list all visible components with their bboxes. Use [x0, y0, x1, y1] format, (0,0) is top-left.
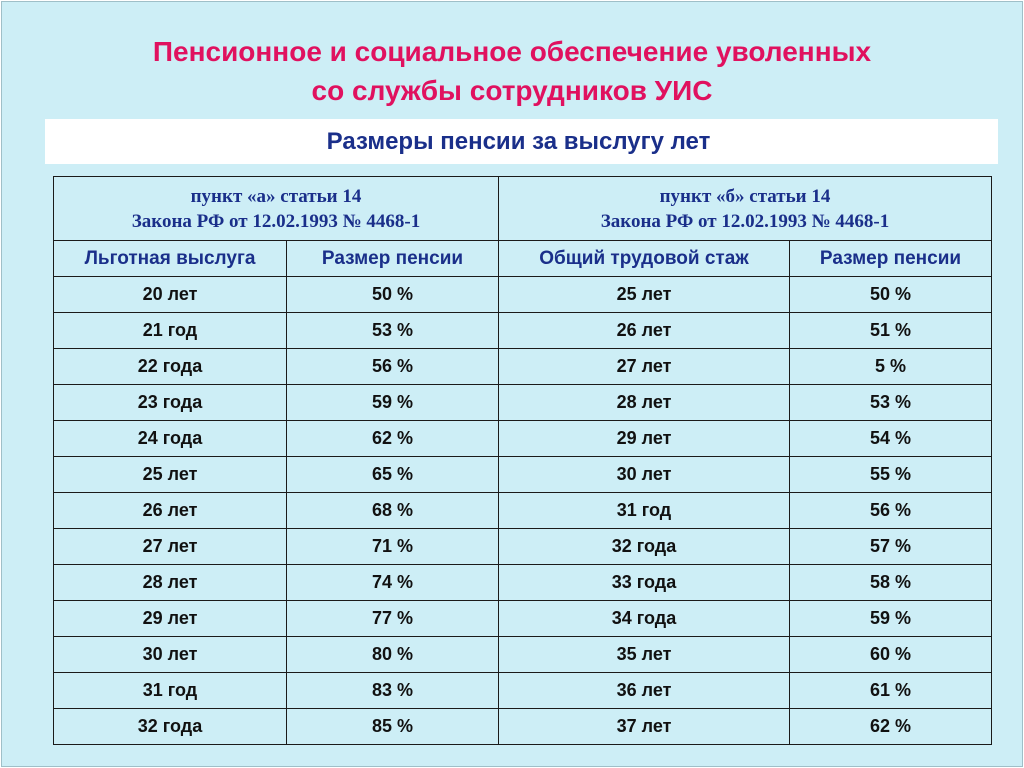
- total-service-cell: 28 лет: [499, 385, 790, 421]
- pension-b-cell: 59 %: [790, 601, 992, 637]
- total-service-cell: 36 лет: [499, 673, 790, 709]
- service-years-cell: 29 лет: [54, 601, 287, 637]
- service-years-cell: 26 лет: [54, 493, 287, 529]
- column-header: Общий трудовой стаж: [499, 241, 790, 277]
- pension-a-cell: 77 %: [287, 601, 499, 637]
- service-years-cell: 21 год: [54, 313, 287, 349]
- service-years-cell: 25 лет: [54, 457, 287, 493]
- pension-b-cell: 60 %: [790, 637, 992, 673]
- total-service-cell: 37 лет: [499, 709, 790, 745]
- pension-b-cell: 51 %: [790, 313, 992, 349]
- pension-a-cell: 68 %: [287, 493, 499, 529]
- table-row: [54, 277, 992, 313]
- law-group-a: [54, 177, 499, 241]
- service-years-cell: 32 года: [54, 709, 287, 745]
- total-service-cell: 31 год: [499, 493, 790, 529]
- pension-b-cell: 57 %: [790, 529, 992, 565]
- pension-a-cell: 74 %: [287, 565, 499, 601]
- pension-a-cell: 65 %: [287, 457, 499, 493]
- column-header-row: [54, 241, 992, 277]
- pension-a-cell: 85 %: [287, 709, 499, 745]
- law-group-b-line-1: пункт «б» статьи 14: [659, 185, 831, 207]
- table-row: [54, 313, 992, 349]
- service-years-cell: 27 лет: [54, 529, 287, 565]
- column-header: Размер пенсии: [790, 241, 992, 277]
- pension-b-cell: 56 %: [790, 493, 992, 529]
- pension-a-cell: 71 %: [287, 529, 499, 565]
- service-years-cell: 22 года: [54, 349, 287, 385]
- service-years-cell: 23 года: [54, 385, 287, 421]
- slide: [1, 1, 1023, 767]
- pension-b-cell: 61 %: [790, 673, 992, 709]
- table-row: [54, 457, 992, 493]
- pension-b-cell: 62 %: [790, 709, 992, 745]
- total-service-cell: 27 лет: [499, 349, 790, 385]
- total-service-cell: 29 лет: [499, 421, 790, 457]
- service-years-cell: 28 лет: [54, 565, 287, 601]
- pension-a-cell: 53 %: [287, 313, 499, 349]
- law-group-a-line-2: Закона РФ от 12.02.1993 № 4468-1: [131, 210, 421, 232]
- table-row: [54, 421, 992, 457]
- page-title: [2, 32, 1022, 110]
- title-line-2: со службы сотрудников УИС: [311, 75, 713, 106]
- law-group-b: [499, 177, 992, 241]
- table-row: [54, 385, 992, 421]
- total-service-cell: 26 лет: [499, 313, 790, 349]
- service-years-cell: 30 лет: [54, 637, 287, 673]
- column-header: Льготная выслуга: [54, 241, 287, 277]
- subtitle: Размеры пенсии за выслугу лет: [326, 127, 711, 155]
- pension-b-cell: 55 %: [790, 457, 992, 493]
- table-row: [54, 349, 992, 385]
- title-line-1: Пенсионное и социальное обеспечение уволенных: [152, 36, 872, 67]
- pension-b-cell: 53 %: [790, 385, 992, 421]
- total-service-cell: 25 лет: [499, 277, 790, 313]
- service-years-cell: 31 год: [54, 673, 287, 709]
- total-service-cell: 35 лет: [499, 637, 790, 673]
- pension-b-cell: 5 %: [790, 349, 992, 385]
- service-years-cell: 24 года: [54, 421, 287, 457]
- law-group-a-line-1: пункт «а» статьи 14: [190, 185, 362, 207]
- law-header-row: [54, 177, 992, 241]
- pension-table: [53, 176, 992, 745]
- total-service-cell: 33 года: [499, 565, 790, 601]
- column-header: Размер пенсии: [287, 241, 499, 277]
- pension-a-cell: 59 %: [287, 385, 499, 421]
- total-service-cell: 30 лет: [499, 457, 790, 493]
- law-group-b-line-2: Закона РФ от 12.02.1993 № 4468-1: [600, 210, 890, 232]
- table-row: [54, 601, 992, 637]
- service-years-cell: 20 лет: [54, 277, 287, 313]
- pension-a-cell: 56 %: [287, 349, 499, 385]
- total-service-cell: 34 года: [499, 601, 790, 637]
- pension-a-cell: 83 %: [287, 673, 499, 709]
- table-row: [54, 637, 992, 673]
- table-row: [54, 529, 992, 565]
- table-row: [54, 493, 992, 529]
- table-row: [54, 673, 992, 709]
- table-row: [54, 565, 992, 601]
- subtitle-banner: [45, 119, 998, 164]
- pension-a-cell: 80 %: [287, 637, 499, 673]
- pension-a-cell: 50 %: [287, 277, 499, 313]
- table-row: [54, 709, 992, 745]
- pension-a-cell: 62 %: [287, 421, 499, 457]
- total-service-cell: 32 года: [499, 529, 790, 565]
- pension-b-cell: 50 %: [790, 277, 992, 313]
- pension-b-cell: 58 %: [790, 565, 992, 601]
- pension-b-cell: 54 %: [790, 421, 992, 457]
